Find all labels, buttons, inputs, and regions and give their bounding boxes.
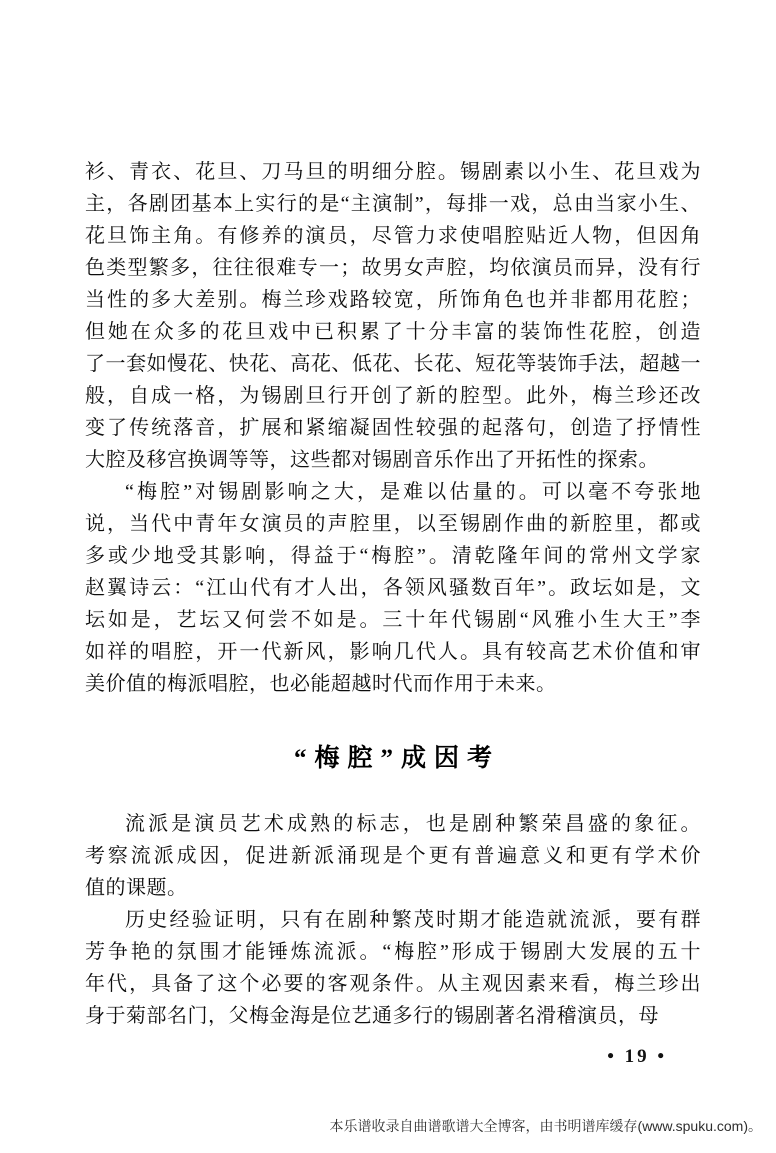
text-line: 考察流派成因，促进新派涌现是个更有普遍意义和更有学术价 bbox=[85, 845, 701, 867]
text-line: 历史经验证明，只有在剧种繁茂时期才能造就流派，要有群 bbox=[125, 909, 701, 931]
text-line: 但她在众多的花旦戏中已积累了十分丰富的装饰性花腔，创造 bbox=[85, 321, 701, 343]
text-line: 年代，具备了这个必要的客观条件。从主观因素来看，梅兰珍出 bbox=[85, 973, 701, 995]
text-line: 衫、青衣、花旦、刀马旦的明细分腔。锡剧素以小生、花旦戏为 bbox=[85, 161, 701, 183]
text-line: 如祥的唱腔，开一代新风，影响几代人。具有较高艺术价值和审 bbox=[85, 641, 701, 663]
text-line: 说，当代中青年女演员的声腔里，以至锡剧作曲的新腔里，都或 bbox=[85, 513, 701, 535]
text-line: 身于菊部名门，父梅金海是位艺通多行的锡剧著名滑稽演员，母 bbox=[85, 1005, 659, 1027]
paragraph bbox=[85, 476, 701, 700]
body-text-top bbox=[85, 156, 701, 700]
text-line: 变了传统落音，扩展和紧缩凝固性较强的起落句，创造了抒情性 bbox=[85, 417, 701, 439]
text-line: 赵翼诗云：“江山代有才人出，各领风骚数百年”。政坛如是，文 bbox=[85, 577, 701, 599]
text-line: 主，各剧团基本上实行的是“主演制”，每排一戏，总由当家小生、 bbox=[85, 193, 701, 215]
text-line: 了一套如慢花、快花、高花、低花、长花、短花等装饰手法，超越一 bbox=[85, 353, 701, 375]
text-line: 坛如是，艺坛又何尝不如是。三十年代锡剧“风雅小生大王”李 bbox=[85, 609, 701, 631]
text-line: 色类型繁多，往往很难专一；故男女声腔，均依演员而异，没有行 bbox=[85, 257, 701, 279]
footer-watermark: 本乐谱收录自曲谱歌谱大全博客，由书明谱库缓存(www.spuku.com)。 bbox=[329, 1118, 762, 1134]
text-line: 般，自成一格，为锡剧旦行开创了新的腔型。此外，梅兰珍还改 bbox=[85, 385, 701, 407]
body-text-bottom bbox=[85, 808, 701, 1032]
text-line: 花旦饰主角。有修养的演员，尽管力求使唱腔贴近人物，但因角 bbox=[85, 225, 701, 247]
text-line: 美价值的梅派唱腔，也必能超越时代而作用于未来。 bbox=[85, 673, 557, 695]
text-line: 芳争艳的氛围才能锤炼流派。“梅腔”形成于锡剧大发展的五十 bbox=[85, 941, 701, 963]
text-line: 多或少地受其影响，得益于“梅腔”。清乾隆年间的常州文学家 bbox=[85, 545, 701, 567]
text-line: 值的课题。 bbox=[85, 877, 188, 899]
page-number: • 19 • bbox=[607, 1046, 667, 1067]
book-page bbox=[85, 0, 701, 1068]
text-line: 流派是演员艺术成熟的标志，也是剧种繁荣昌盛的象征。 bbox=[125, 813, 701, 835]
text-line: 当性的多大差别。梅兰珍戏路较宽，所饰角色也并非都用花腔； bbox=[85, 289, 701, 311]
paragraph bbox=[85, 808, 701, 904]
text-line: “梅腔”对锡剧影响之大，是难以估量的。可以毫不夸张地 bbox=[125, 481, 701, 503]
paragraph bbox=[85, 156, 701, 476]
text-line: 大腔及移宫换调等等，这些都对锡剧音乐作出了开拓性的探索。 bbox=[85, 449, 659, 471]
section-heading: “梅腔”成因考 bbox=[293, 745, 500, 772]
paragraph bbox=[85, 904, 701, 1032]
